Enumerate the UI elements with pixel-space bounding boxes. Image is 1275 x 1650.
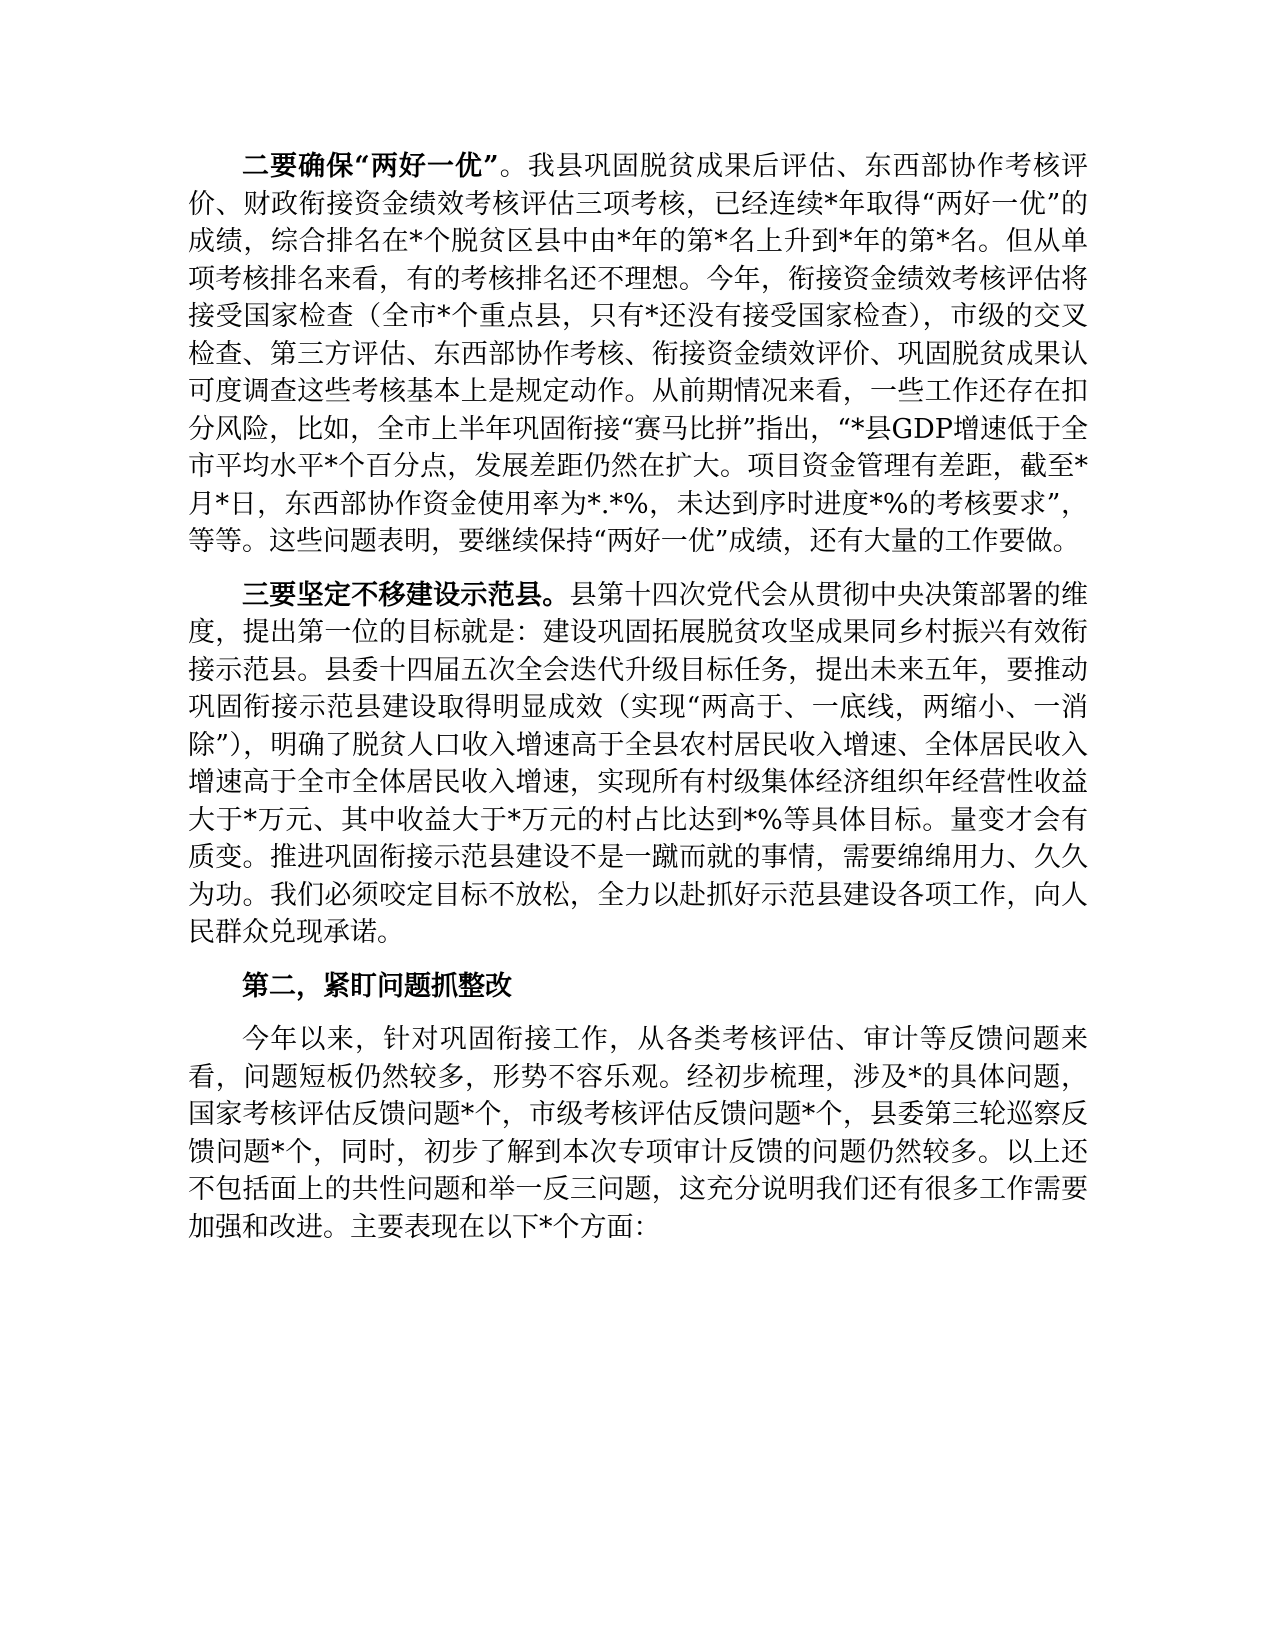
paragraph-lead: 二要确保“两好一优” bbox=[242, 151, 499, 182]
paragraph-lead: 三要坚定不移建设示范县。 bbox=[242, 579, 570, 611]
document-body bbox=[188, 148, 1088, 1262]
paragraph-two-good-one-excellent bbox=[188, 148, 1088, 561]
paragraph-demonstration-county bbox=[188, 577, 1088, 952]
section-heading-text: 第二，紧盯问题抓整改 bbox=[242, 970, 512, 1002]
paragraph-issues-overview bbox=[188, 1021, 1088, 1246]
paragraph-text: 县第十四次党代会从贯彻中央决策部署的维度，提出第一位的目标就是：建设巩固拓展脱贫攻坚成果同乡村振兴有效衔接示范县。县委十四届五次全会迭代升级目标任务，提出未来五年，要推动巩固衔接示范县建设取得明显成效（实现“两高于、一底线，两缩小、一消除”），明确了脱贫人口收入增速高于全县农村居民收入增速、全体居民收入增速高于全市全体居民收入增速，实现所有村级集体经济组织年经营性收益大于*万元、其中收益大于*万元的村占比达到*%等具体目标。量变才会有质变。推进巩固衔接示范县建设不是一蹴而就的事情，需要绵绵用力、久久为功。我们必须咬定目标不放松，全力以赴抓好示范县建设各项工作，向人民群众兑现承诺。 bbox=[188, 579, 1089, 948]
paragraph-text: 今年以来，针对巩固衔接工作，从各类考核评估、审计等反馈问题来看，问题短板仍然较多，形势不容乐观。经初步梳理，涉及*的具体问题，国家考核评估反馈问题*个，市级考核评估反馈问题*个，县委第三轮巡察反馈问题*个，同时，初步了解到本次专项审计反馈的问题仍然较多。以上还不包括面上的共性问题和举一反三问题，这充分说明我们还有很多工作需要加强和改进。主要表现在以下*个方面： bbox=[188, 1024, 1088, 1243]
paragraph-text: 。我县巩固脱贫成果后评估、东西部协作考核评价、财政衔接资金绩效考核评估三项考核，已经连续*年取得“两好一优”的成绩，综合排名在*个脱贫区县中由*年的第*名上升到*年的第*名。但从单项考核排名来看，有的考核排名还不理想。今年，衔接资金绩效考核评估将接受国家检查（全市*个重点县，只有*还没有接受国家检查），市级的交叉检查、第三方评估、东西部协作考核、衔接资金绩效评价、巩固脱贫成果认可度调查这些考核基本上是规定动作。从前期情况来看，一些工作还存在扣分风险，比如，全市上半年巩固衔接“赛马比拼”指出，“*县GDP增速低于全市平均水平*个百分点，发展差距仍然在扩大。项目资金管理有差距，截至*月*日，东西部协作资金使用率为*.*%，未达到序时进度*%的考核要求”，等等。这些问题表明，要继续保持“两好一优”成绩，还有大量的工作要做。 bbox=[188, 151, 1089, 557]
section-heading bbox=[188, 968, 1088, 1006]
